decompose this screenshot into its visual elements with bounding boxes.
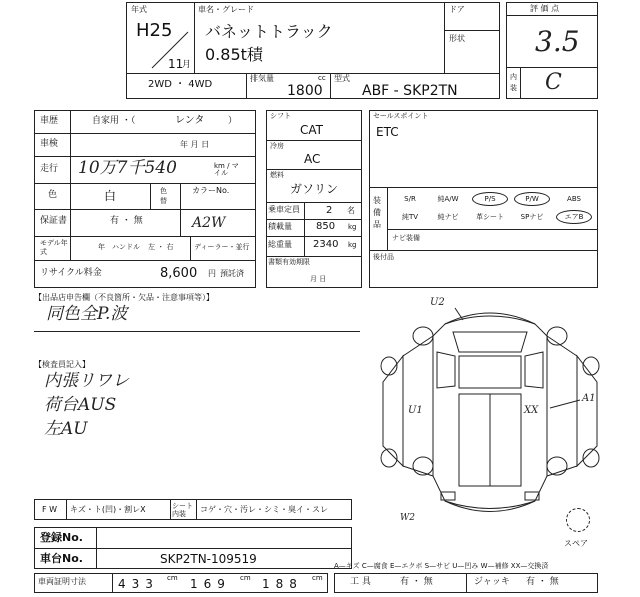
model-label: 型式 <box>334 74 350 83</box>
spare-label: スペア <box>564 539 588 548</box>
spare-tire-icon <box>566 508 590 532</box>
equipment-label: 装備品 <box>373 196 381 229</box>
reg-label: 登録No. <box>40 531 83 544</box>
load-unit: kg <box>348 223 357 231</box>
damage-codes: A—キズ C—腐食 E—エクボ S—サビ U—凹み W—補修 XX—交換済 <box>334 562 549 570</box>
equip-power-window: P/W <box>525 195 539 203</box>
cert-height-unit: cm <box>312 574 323 582</box>
color-no: A2W <box>192 215 226 231</box>
mileage: 10万7千540 <box>78 158 177 178</box>
inspection-unit: 年 月 日 <box>180 140 210 149</box>
name-label: 車名・グレード <box>198 5 254 14</box>
cert-length: 433 <box>118 577 159 591</box>
mileage-units: km / マイル <box>214 162 239 177</box>
fuel-label: 燃料 <box>270 171 284 179</box>
month: 11 <box>168 57 184 71</box>
chassis-number: SKP2TN-109519 <box>160 552 257 566</box>
cert-width-unit: cm <box>240 574 251 582</box>
drive-type: 2WD ・ 4WD <box>148 79 213 90</box>
handle-value: 左 ・ 右 <box>148 243 174 251</box>
month-unit: 月 <box>182 60 192 70</box>
equip-sp-nav: SPナビ <box>520 213 544 221</box>
exhibitor-text: 同色全P.波 <box>46 304 128 324</box>
score-label: 評 価 点 <box>530 4 560 13</box>
model-year-label: モデル年式 <box>40 239 68 256</box>
equip-leather: 革シート <box>476 213 504 221</box>
history-box <box>34 110 256 288</box>
handle-label: ハンドル <box>112 243 140 251</box>
sales-label: セールスポイント <box>373 112 429 120</box>
history-close: ） <box>228 116 238 126</box>
equip-sr: S/R <box>404 195 416 203</box>
jack-value: 有 ・ 無 <box>526 577 559 587</box>
expiry-label: 書類有効期限 <box>268 258 310 266</box>
capacity-unit: 名 <box>347 206 355 215</box>
equip-airbag: エアB <box>564 213 584 221</box>
tag-u1: U1 <box>408 405 423 416</box>
sales-text: ETC <box>376 125 399 139</box>
cert-width: 169 <box>190 577 231 591</box>
inspector-line-3: 左AU <box>44 419 88 439</box>
inspector-line-2: 荷台AUS <box>44 395 117 415</box>
door-label: ドア <box>449 5 465 14</box>
recycle-amount: 8,600 <box>160 266 198 281</box>
model-code: ABF - SKP2TN <box>362 83 458 99</box>
history-value: レンタ <box>175 115 205 126</box>
interior-grade: C <box>545 70 562 95</box>
gross-value: 2340 <box>313 239 339 250</box>
dealer-label: ディーラー・並行 <box>194 243 250 251</box>
equip-power-steering: P/S <box>484 195 496 203</box>
displacement: 1800 <box>287 83 323 99</box>
inspection-label: 車検 <box>40 139 59 149</box>
equip-alloy-wheel: 純A/W <box>437 195 459 203</box>
shape-label: 形状 <box>449 34 465 43</box>
equip-tv: 純TV <box>401 213 419 221</box>
vehicle-grade: 0.85t積 <box>205 45 263 64</box>
chassis-label: 車台No. <box>40 552 83 565</box>
history-label: 車歴 <box>40 116 59 126</box>
jack-label: ジャッキ <box>474 577 510 587</box>
year-label: 年式 <box>131 5 147 14</box>
recycle-unit: 円 <box>208 269 216 278</box>
load-label: 積載量 <box>268 222 292 231</box>
shift-value: CAT <box>300 123 323 137</box>
displacement-label: 排気量 <box>250 74 274 83</box>
warranty-label: 保証書 <box>40 216 68 226</box>
recycle-label: リサイクル料金 <box>40 268 102 278</box>
ac-value: AC <box>304 152 321 166</box>
tag-a1: A1 <box>582 393 596 404</box>
inspector-label: 【検査員記入】 <box>34 360 90 369</box>
color-label: 色 <box>48 190 58 200</box>
capacity-label: 乗車定員 <box>268 205 300 214</box>
mileage-label: 走行 <box>40 164 59 174</box>
inspector-line-1: 内張リワレ <box>44 371 129 391</box>
postfit-label: 後付品 <box>373 253 394 261</box>
warranty-value: 有 ・ 無 <box>110 216 143 226</box>
color-no-label: カラーNo. <box>192 186 230 195</box>
legend-items: キズ・ト(凹)・割レX <box>70 505 146 514</box>
equip-nav: 純ナビ <box>437 213 459 221</box>
history-options: 自家用 ・（ <box>92 116 136 126</box>
tools-label: 工 具 <box>350 577 371 587</box>
load-value: 850 <box>316 221 336 232</box>
capacity-value: 2 <box>326 205 333 216</box>
nav-label: ナビ装備 <box>392 234 420 242</box>
recycle-note: 預託済 <box>220 269 244 278</box>
equip-abs: ABS <box>567 195 581 203</box>
color-change-label: 色替 <box>160 187 167 205</box>
tag-xx: XX <box>524 405 539 416</box>
legend-fw: F W <box>42 505 58 514</box>
cert-length-unit: cm <box>167 574 178 582</box>
cert-label: 車両証明寸法 <box>38 577 86 586</box>
legend-items2: コゲ・穴・汚レ・シミ・臭イ・スレ <box>200 505 328 514</box>
gross-unit: kg <box>348 241 357 249</box>
model-year-unit: 年 <box>98 243 105 251</box>
displacement-unit: cc <box>318 74 326 82</box>
era-year: H25 <box>136 20 173 41</box>
shift-label: シフト <box>270 112 291 120</box>
tag-w2: W2 <box>400 513 415 523</box>
vehicle-name: バネットトラック <box>205 22 333 41</box>
ac-label: 冷房 <box>270 142 284 150</box>
color-value: 白 <box>104 189 117 203</box>
score-value: 3.5 <box>535 25 580 58</box>
exhibitor-label: 【出品店申告欄（不良箇所・欠品・注意事項等）】 <box>34 293 214 302</box>
fuel-value: ガソリン <box>290 182 339 196</box>
interior-label: 内装 <box>510 73 517 92</box>
cert-height: 188 <box>262 577 303 591</box>
gross-label: 総重量 <box>268 240 292 249</box>
legend-seat: シート内装 <box>172 502 193 518</box>
tag-u2: U2 <box>430 297 445 308</box>
expiry-unit: 月 日 <box>310 275 327 283</box>
tools-value: 有 ・ 無 <box>400 577 433 587</box>
